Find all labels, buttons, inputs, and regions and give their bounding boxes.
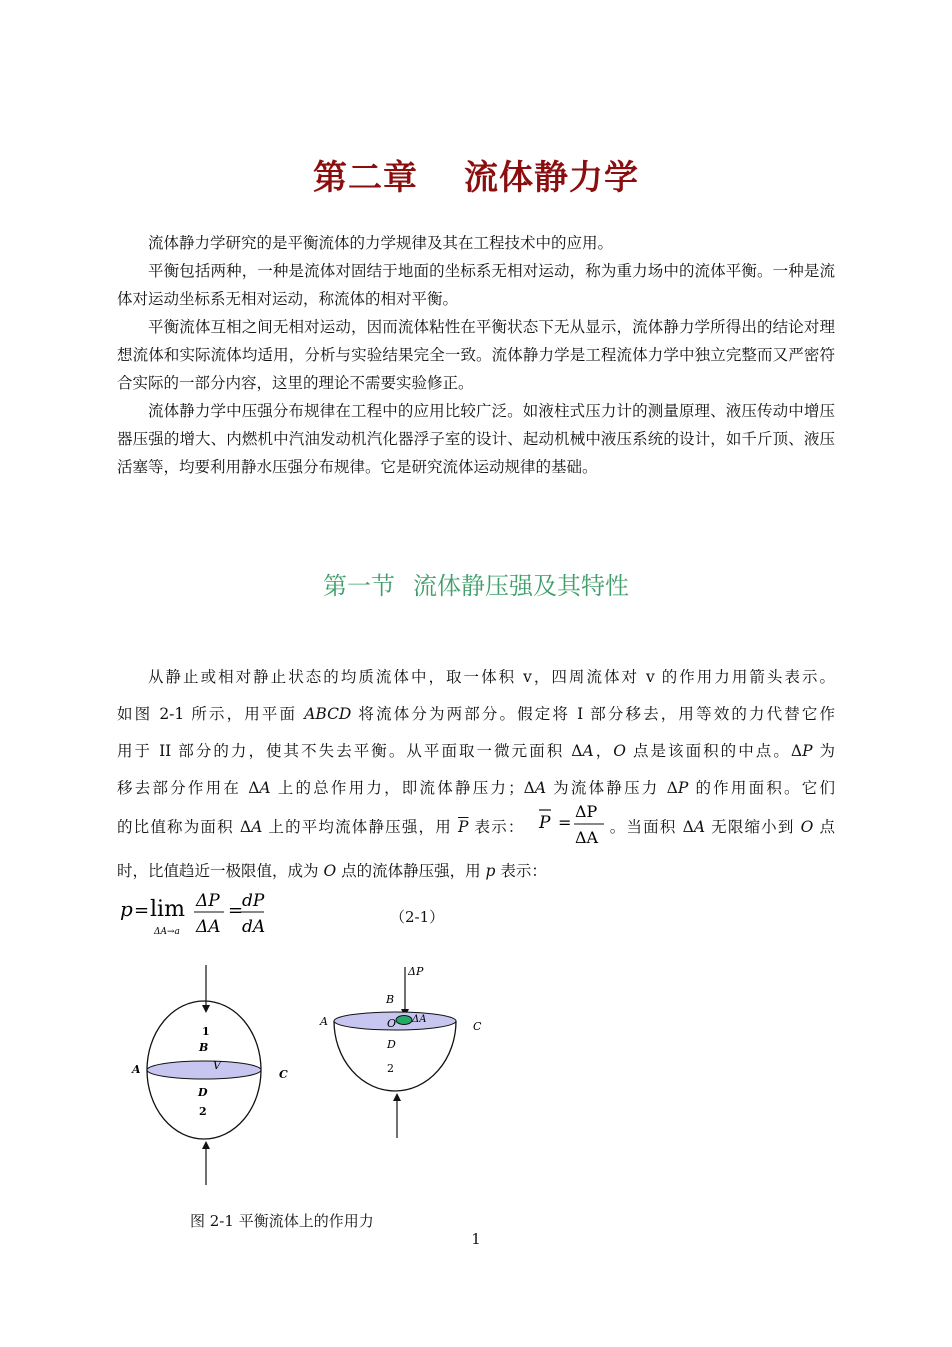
body-line-6 xyxy=(117,859,835,881)
symbol: O xyxy=(613,742,626,760)
body-line-1 xyxy=(117,665,835,687)
figure-left-sphere xyxy=(131,965,288,1185)
label-delta-A: ΔA xyxy=(412,1014,427,1025)
equation-number: （2-1） xyxy=(390,908,445,926)
body-text: 为 xyxy=(812,742,835,760)
symbol: A xyxy=(251,818,263,836)
page-number: 1 xyxy=(471,1230,481,1248)
body-text: 时，比值趋近一极限值，成为 xyxy=(117,862,324,880)
figure-caption: 图 2-1 平衡流体上的作用力 xyxy=(190,1212,374,1230)
body-line-3 xyxy=(117,739,835,761)
label-D: D xyxy=(387,1038,396,1051)
label-O: O xyxy=(387,1017,397,1030)
label-A: A xyxy=(320,1015,328,1028)
arrow-head xyxy=(202,1005,210,1013)
symbol: A xyxy=(534,779,547,797)
body-text: 用于 II 部分的力，使其不失去平衡。从平面取一微元面积 Δ xyxy=(117,742,583,760)
symbol: O xyxy=(800,818,814,836)
body-text: 。当面积 Δ xyxy=(608,818,694,836)
body-text: 点是该面积的中点。Δ xyxy=(625,742,803,760)
formula-lim: lim xyxy=(150,897,185,922)
body-text: 表示： xyxy=(468,818,525,836)
formula-equals: = xyxy=(134,900,150,921)
label-D: D xyxy=(198,1086,208,1099)
hemisphere-outline xyxy=(334,1021,456,1091)
body-text: 上的平均流体静压强，用 xyxy=(262,818,459,836)
pressure-limit-formula xyxy=(118,884,278,942)
chapter-label: 第二章 xyxy=(313,158,418,198)
area-element xyxy=(396,1016,412,1025)
body-text: 点 xyxy=(813,818,835,836)
intro-paragraph-1: 流体静力学研究的是平衡流体的力学规律及其在工程技术中的应用。 xyxy=(148,234,614,252)
body-text: 如图 2-1 所示，用平面 xyxy=(117,705,305,723)
chapter-name: 流体静力学 xyxy=(464,158,639,198)
body-text: 的比值称为面积 Δ xyxy=(117,818,252,836)
label-part-2: 2 xyxy=(387,1062,394,1075)
formula-denominator-2: dA xyxy=(242,917,266,937)
inline-mean-pressure-formula xyxy=(535,798,615,848)
body-text: 无限缩小到 xyxy=(705,818,801,836)
label-part-1: 1 xyxy=(202,1025,210,1038)
arrow-head xyxy=(393,1093,401,1101)
figure-right-hemisphere xyxy=(319,965,482,1138)
symbol: A xyxy=(693,818,706,836)
section-name: 流体静压强及其特性 xyxy=(413,572,629,600)
body-line-2 xyxy=(117,702,835,724)
formula-numerator-2: dP xyxy=(242,891,265,911)
intro-paragraph-2: 平衡包括两种，一种是流体对固结于地面的坐标系无相对运动，称为重力场中的流体平衡。一种是流体对运动坐标系无相对运动，称流体的相对平衡。 xyxy=(117,262,835,308)
body-text: 将流体分为两部分。假定将 I 部分移去，用等效的力代替它作 xyxy=(351,705,835,723)
label-part-2: 2 xyxy=(199,1105,207,1118)
formula-numerator-1: ΔP xyxy=(196,891,220,911)
label-B: B xyxy=(386,993,395,1006)
intro-paragraph-4: 流体静力学中压强分布规律在工程中的应用比较广泛。如液柱式压力计的测量原理、液压传动中增压器压强的增大、内燃机中汽油发动机汽化器浮子室的设计、起动机械中液压系统的设计，如千斤顶、液压活塞等，均要利用静水压强分布规律。它是研究流体运动规律的基础。 xyxy=(117,402,835,476)
body-line-4 xyxy=(117,776,835,798)
symbol: A xyxy=(259,779,271,797)
body-text: 移去部分作用在 Δ xyxy=(117,779,260,797)
symbol: O xyxy=(323,862,337,880)
symbol: P xyxy=(677,779,689,797)
symbol: A xyxy=(582,742,594,760)
body-line-5 xyxy=(117,815,835,837)
body-text: 点的流体静压强，用 xyxy=(336,862,486,880)
formula-limit-subscript: ΔA→a xyxy=(154,927,180,937)
arrow-head xyxy=(202,1141,210,1149)
label-V: V xyxy=(213,1059,221,1072)
formula-numerator: ΔP xyxy=(575,802,598,821)
label-delta-P: ΔP xyxy=(408,965,424,978)
intro-paragraph-3: 平衡流体互相之间无相对运动，因而流体粘性在平衡状态下无从显示，流体静力学所得出的结论对理想流体和实际流体均适用，分析与实验结果完全一致。流体静力学是工程流体力学中独立完整而又严密符合实际的一部分内容，这里的理论不需要实验修正。 xyxy=(117,318,835,392)
body-text: 的作用面积。它们 xyxy=(688,779,835,797)
label-C: C xyxy=(279,1068,288,1081)
label-B: B xyxy=(199,1041,209,1054)
body-text: 从静止或相对静止状态的均质流体中，取一体积 v，四周流体对 v 的作用力用箭头表示。 xyxy=(148,668,835,686)
cutting-plane xyxy=(147,1061,261,1079)
label-C: C xyxy=(473,1020,482,1033)
body-text: 上的总作用力，即流体静压力；Δ xyxy=(270,779,535,797)
body-text: ， xyxy=(593,742,614,760)
body-text: 为流体静压力 Δ xyxy=(546,779,678,797)
body-text: 表示： xyxy=(495,862,547,880)
mean-pressure-symbol: $\overline{P}$ xyxy=(458,818,469,836)
formula-p-bar: P xyxy=(539,813,551,833)
formula-equals: = xyxy=(228,900,244,921)
section-label: 第一节 xyxy=(323,572,395,600)
symbol: p xyxy=(485,862,496,880)
symbol: P xyxy=(802,742,813,760)
formula-denominator: ΔA xyxy=(575,828,599,847)
formula-equals: = xyxy=(558,813,572,832)
formula-denominator-1: ΔA xyxy=(196,917,221,937)
figure-2-1 xyxy=(120,955,520,1200)
formula-p: p xyxy=(120,897,133,921)
plane-symbol: ABCD xyxy=(304,705,352,723)
label-A: A xyxy=(132,1063,141,1076)
